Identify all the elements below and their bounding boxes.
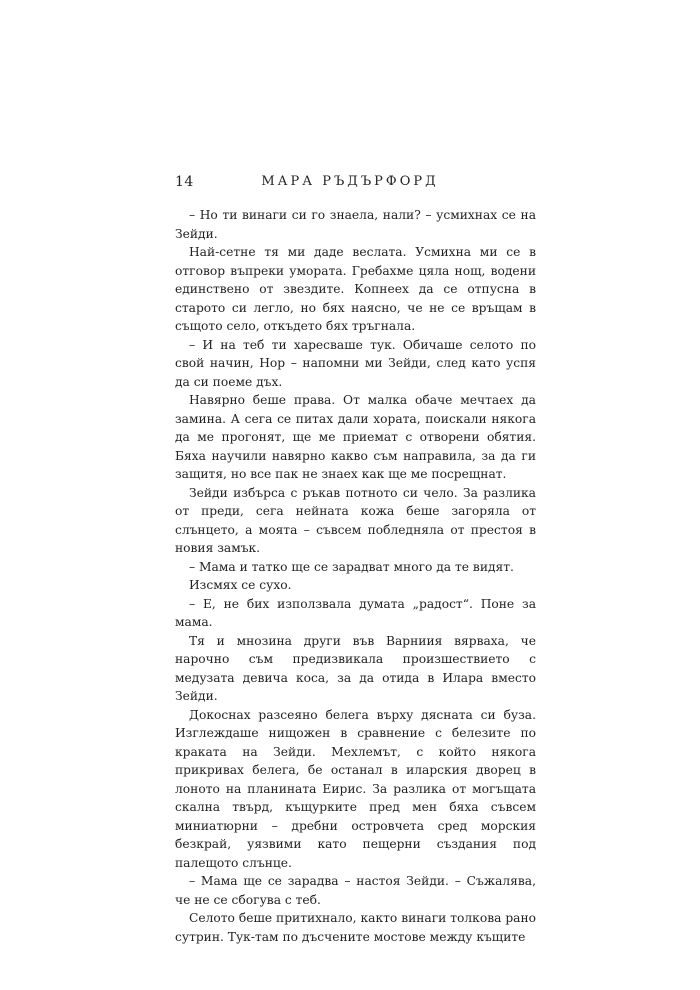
paragraph: Най-сетне тя ми даде веслата. Усмихна ми се в отговор въпреки умората. Гребахме цяла нощ, водени единствено от звездите. Копнеех да се отпусна в старото си легло, но бях наясно, че не се връщам в същото село, откъдето бях тръгнала. bbox=[175, 245, 536, 333]
paragraph: – Мама ще се зарадва – настоя Зейди. – Съжалява, че не се сбогува с теб. bbox=[175, 874, 536, 907]
paragraph: – И на теб ти харесваше тук. Обичаше селото по свой начин, Нор – напомни ми Зейди, след като успя да си поеме дъх. bbox=[175, 337, 536, 389]
body-text bbox=[175, 206, 536, 946]
page-number: 14 bbox=[175, 174, 194, 190]
running-head-author: МАРА РЪДЪРФОРД bbox=[261, 174, 439, 189]
paragraph: Тя и мнозина други във Варниия вярваха, че нарочно съм предизвикала произшествието с медузата девича коса, за да отида в Илара вместо Зейди. bbox=[175, 633, 536, 703]
paragraph: Селото беше притихнало, както винаги толкова рано сутрин. Тук-там по дъсчените мостове между къщите bbox=[175, 911, 536, 944]
paragraph: – Мама и татко ще се зарадват много да те видят. bbox=[189, 559, 514, 574]
paragraph: Навярно беше права. От малка обаче мечтаех да замина. А сега се питах дали хората, поискали някога да ме прогонят, ще ме приемат с отворени обятия. Бяха научили навярно какво съм направила, за да ги защитя, но все пак не знаех как ще ме посрещнат. bbox=[175, 393, 536, 481]
paragraph: – Е, не бих използвала думата „радост“. Поне за мама. bbox=[175, 596, 536, 629]
paragraph: – Но ти винаги си го знаела, нали? – усмихнах се на Зейди. bbox=[175, 208, 536, 241]
paragraph: Изсмях се сухо. bbox=[189, 578, 292, 592]
paragraph: Докоснах разсеяно белега върху дясната си буза. Изглеждаше нищожен в сравнение с белезите по краката на Зейди. Мехлемът, с който някога прикривах белега, бе останал в иларския дворец в лоното на планината Еирис. За разлика от могъщата скална твърд, къщурките пред мен бяха съвсем миниатюрни – дребни островчета сред морския безкрай, уязвими като пещерни създания под палещото слънце. bbox=[175, 707, 536, 870]
paragraph: Зейди избърса с ръкав потното си чело. За разлика от преди, сега нейната кожа беше загоряла от слънцето, а моята – съвсем побледняла от престоя в новия замък. bbox=[175, 485, 536, 555]
